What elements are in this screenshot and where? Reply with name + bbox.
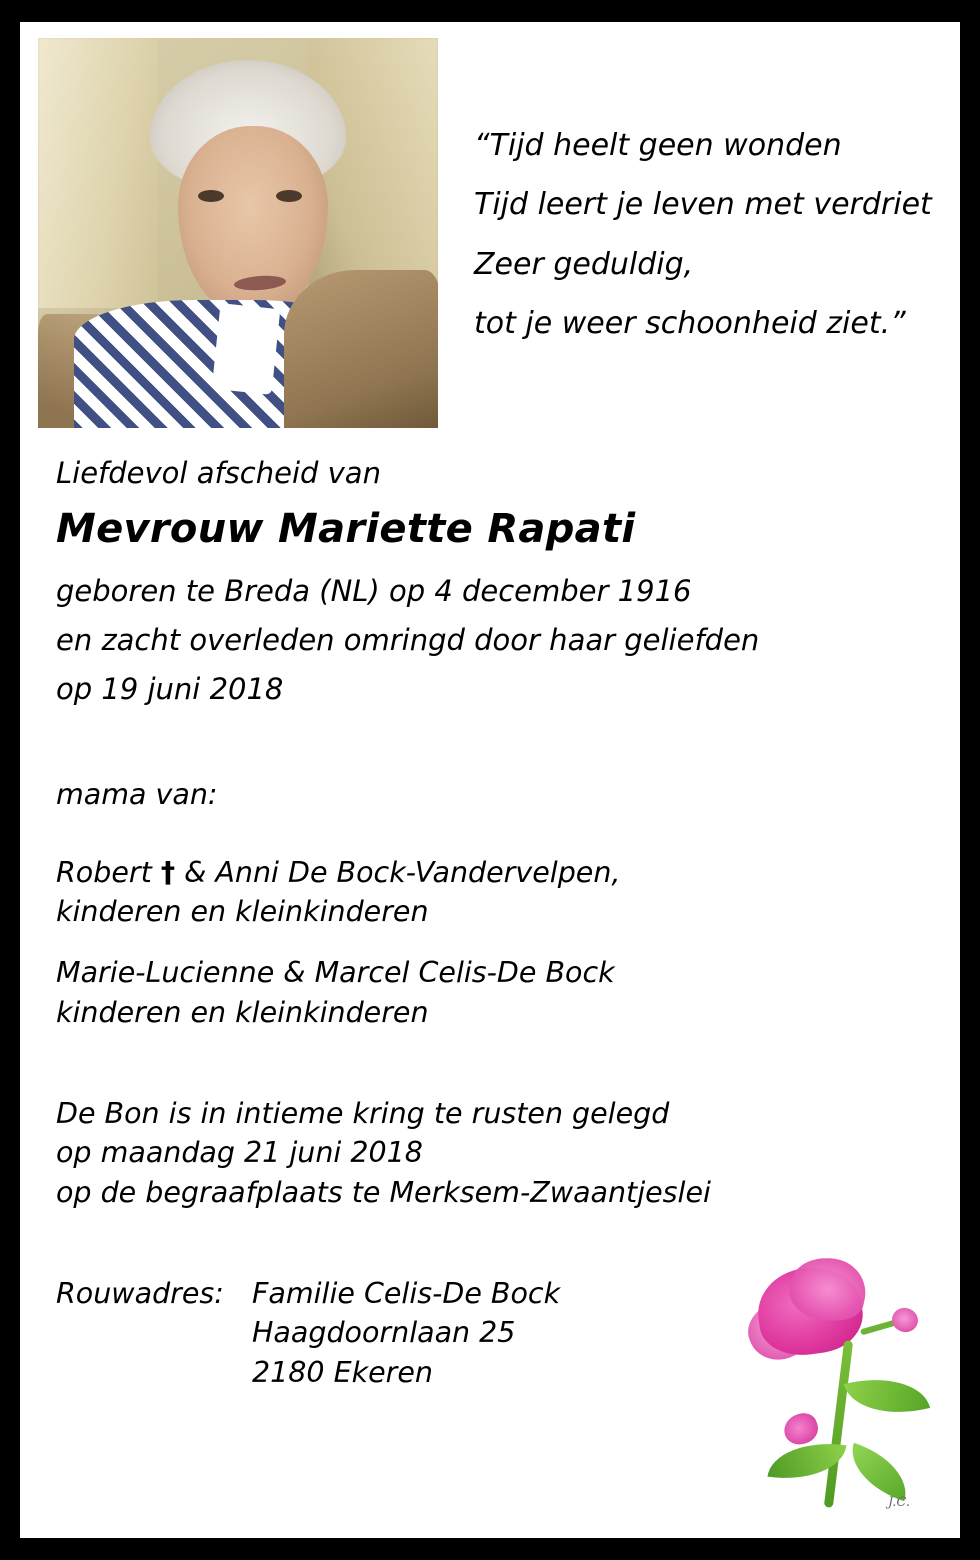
photo-eye-left (198, 190, 224, 202)
burial-line-3: op de begraafplaats te Merksem-Zwaantjeslei (56, 1175, 711, 1209)
condolence-line-3: 2180 Ekeren (252, 1355, 433, 1389)
rose-leaf-upper (844, 1365, 930, 1427)
family-heading: mama van: (56, 778, 218, 812)
deceased-name: Mevrouw Mariette Rapati (56, 506, 636, 553)
family-group-1-line-1 (56, 853, 936, 892)
spacer (56, 815, 936, 853)
dagger-icon: † (160, 855, 176, 889)
condolence-lines (252, 1274, 560, 1392)
family-group-1-line-2: kinderen en kleinkinderen (56, 894, 429, 928)
condolence-line-2: Haagdoornlaan 25 (252, 1316, 516, 1350)
poem-line-2: Tijd leert je leven met verdriet (474, 187, 932, 223)
photo-cardigan-right (284, 270, 438, 428)
rose-illustration (742, 1254, 938, 1520)
card-inner (20, 22, 960, 1538)
photo-eye-right (276, 190, 302, 202)
rose-stem (824, 1340, 853, 1508)
poem-line-3: Zeer geduldig, (474, 246, 694, 282)
portrait-photo (38, 38, 438, 428)
family-group-2-line-1: Marie-Lucienne & Marcel Celis-De Bock (56, 956, 615, 990)
burial-info (56, 1094, 936, 1212)
burial-line-1: De Bon is in intieme kring te rusten gelegd (56, 1096, 670, 1130)
family-group-1 (56, 853, 936, 932)
announcement-body (38, 454, 936, 1392)
death-line-1: en zacht overleden omringd door haar geliefden (56, 622, 760, 657)
family-1-name-after: & Anni De Bock-Vandervelpen, (175, 855, 621, 889)
family-group-2-line-2: kinderen en kleinkinderen (56, 995, 429, 1029)
death-line-2: op 19 juni 2018 (56, 671, 284, 706)
farewell-intro: Liefdevol afscheid van (56, 456, 381, 490)
burial-line-2: op maandag 21 juni 2018 (56, 1136, 423, 1170)
photo-collar (212, 303, 281, 395)
condolence-label: Rouwadres: (56, 1276, 224, 1310)
poem-line-1: “Tijd heelt geen wonden (474, 128, 842, 163)
family-group-2 (56, 953, 936, 1032)
spacer (56, 931, 936, 953)
top-section (38, 38, 936, 428)
spacer (56, 1032, 936, 1094)
condolence-line-1: Familie Celis-De Bock (252, 1276, 561, 1310)
rose-bud (780, 1409, 822, 1448)
poem-block (464, 38, 936, 354)
illustration-signature: J.C. (888, 1495, 910, 1510)
family-1-name-before: Robert (56, 855, 161, 889)
poem-line-4: tot je weer schoonheid ziet.” (474, 306, 906, 342)
birth-line: geboren te Breda (NL) op 4 december 1916 (56, 574, 692, 609)
rose-bud-small (889, 1305, 920, 1335)
rose-leaf-lower-right (841, 1443, 916, 1501)
spacer (56, 713, 936, 775)
